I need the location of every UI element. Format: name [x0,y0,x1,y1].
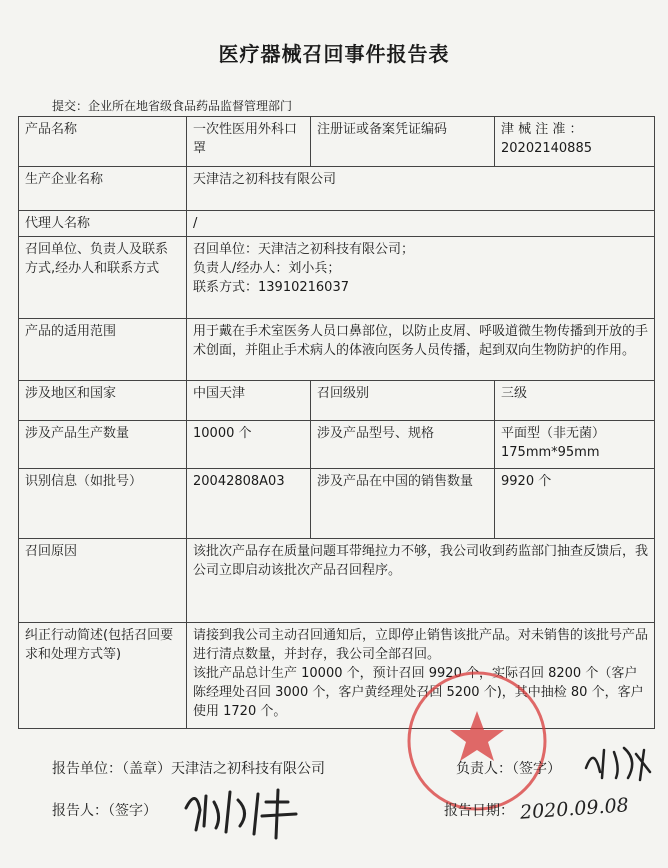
submit-to-line: 提交：企业所在地省级食品药品监督管理部门 [52,99,293,113]
value-agent: / [187,211,655,237]
label-agent: 代理人名称 [19,211,187,237]
model-type: 平面型（非无菌） [501,426,606,441]
value-product-name: 一次性医用外科口罩 [187,117,311,167]
value-reason: 该批次产品存在质量问题耳带绳拉力不够，我公司收到药监部门抽查反馈后，我公司立即启动该批次产品召回程序。 [187,539,655,623]
value-batch: 20042808A03 [187,469,311,539]
label-manufacturer: 生产企业名称 [19,167,187,211]
contact-phone: 联系方式：13910216037 [193,280,349,295]
row-manufacturer [19,167,655,211]
action-paragraph-2: 该批产品总计生产 10000 个，预计召回 9920 个，实际召回 8200 个（客户陈经理处召回 3000 个，客户黄经理处召回 5200 个)，其中抽检 80 个，客户使用 1720 个。 [193,666,644,719]
model-size: 175mm*95mm [501,445,600,460]
contact-unit: 召回单位：天津洁之初科技有限公司； [193,242,415,257]
row-reason [19,539,655,623]
label-batch: 识别信息（如批号） [19,469,187,539]
label-reason: 召回原因 [19,539,187,623]
company-seal-stamp [392,666,562,816]
value-sales-quantity: 9920 个 [495,469,655,539]
registration-code-number: 20202140885 [501,141,592,156]
value-contact [187,237,655,319]
label-model-spec: 涉及产品型号、规格 [311,421,495,469]
report-unit: 报告单位：（盖章）天津洁之初科技有限公司 [52,761,325,777]
value-manufacturer: 天津洁之初科技有限公司 [187,167,655,211]
action-paragraph-1: 请接到我公司主动召回通知后，立即停止销售该批产品。对未销售的该批号产品进行清点数量，并封存，我公司全部召回。 [193,628,649,662]
page-title: 医疗器械召回事件报告表 [218,42,450,66]
value-scope: 用于戴在手术室医务人员口鼻部位，以防止皮屑、呼吸道微生物传播到开放的手术创面，并阻止手术病人的体液向医务人员传播，起到双向生物防护的作用。 [187,319,655,381]
registration-code-prefix: 津 械 注 准 ： [501,122,583,137]
report-date-value: 2020.09.08 [519,794,630,824]
label-action: 纠正行动简述(包括召回要求和处理方式等) [19,623,187,729]
value-quantity: 10000 个 [187,421,311,469]
responsible-signature-label: 负责人：（签字） [456,761,561,777]
label-quantity: 涉及产品生产数量 [19,421,187,469]
row-agent [19,211,655,237]
label-recall-level: 召回级别 [311,381,495,421]
row-contact [19,237,655,319]
report-date-label: 报告日期： [444,803,514,819]
reporter-signature-label: 报告人：（签字） [52,803,157,819]
reporter-signature [178,782,308,840]
label-contact: 召回单位、负责人及联系方式,经办人和联系方式 [19,237,187,319]
label-scope: 产品的适用范围 [19,319,187,381]
label-region: 涉及地区和国家 [19,381,187,421]
label-product-name: 产品名称 [19,117,187,167]
value-registration-code [495,117,655,167]
value-recall-level: 三级 [495,381,655,421]
label-registration-code: 注册证或备案凭证编码 [311,117,495,167]
row-region [19,381,655,421]
row-product-name [19,117,655,167]
responsible-signature [580,738,660,786]
seal-star-icon [450,711,504,761]
row-batch [19,469,655,539]
label-sales-quantity: 涉及产品在中国的销售数量 [311,469,495,539]
row-quantity [19,421,655,469]
row-scope [19,319,655,381]
recall-report-table [18,116,655,729]
value-model-spec [495,421,655,469]
value-region: 中国天津 [187,381,311,421]
contact-person: 负责人/经办人：刘小兵； [193,261,341,276]
